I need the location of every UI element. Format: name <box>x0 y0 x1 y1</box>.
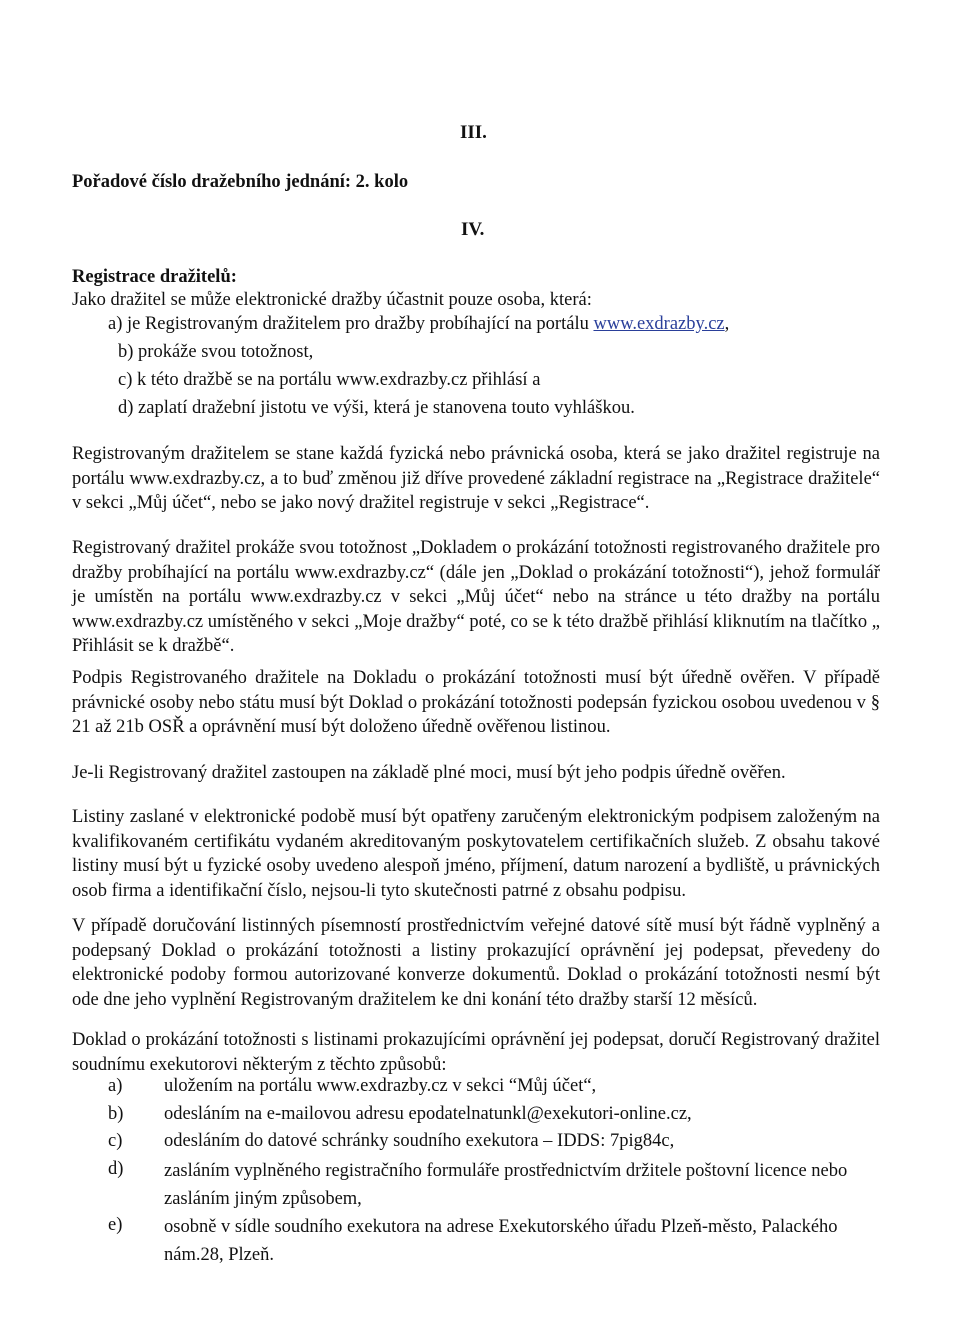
list-text: osobně v sídle soudního exekutora na adrese Exekutorského úřadu Plzeň-město, Palackého nám.28, Plzeň. <box>164 1217 838 1265</box>
list-marker: b) <box>108 1104 124 1124</box>
exdrazby-link[interactable]: www.exdrazby.cz <box>593 314 725 334</box>
condition-a-text: a) je Registrovaným dražitelem pro dražby probíhající na portálu <box>108 314 594 334</box>
condition-b: b) prokáže svou totožnost, <box>118 342 314 362</box>
list-marker: d) <box>108 1159 124 1179</box>
list-text: zasláním vyplněného registračního formuláře prostřednictvím držitele poštovní licence nebo zasláním jiným způsobem, <box>164 1161 848 1209</box>
paragraph-identity-proof: Registrovaný dražitel prokáže svou totožnost „Dokladem o prokázání totožnosti registrovaného dražitele pro dražby probíhající na portálu www.exdrazby.cz“ (dále jen „Doklad o prokázání totožnosti“), jehož formulář je umístěn na portálu www.exdrazby.cz v sekci „Můj účet“ nebo na stránce u této dražby na portálu www.exdrazby.cz umístěného v sekci „Moje dražby“ poté, co se k této dražbě přihlásí kliknutím na tlačítko „ Přihlásit se k dražbě“. <box>72 538 880 656</box>
section-iv-heading: IV. <box>461 219 485 240</box>
list-marker: e) <box>108 1215 123 1235</box>
list-text: odesláním do datové schránky soudního exekutora – IDDS: 7pig84c, <box>164 1131 675 1151</box>
condition-d: d) zaplatí dražební jistotu ve výši, která je stanovena touto vyhláškou. <box>118 398 635 418</box>
condition-c: c) k této dražbě se na portálu www.exdrazby.cz přihlásí a <box>118 370 541 390</box>
paragraph-data-network: V případě doručování listinných písemností prostřednictvím veřejné datové sítě musí být řádně vyplněný a podepsaný Doklad o prokázání totožnosti a listiny prokazující oprávnění jej podepsat, převedeny do elektronické podoby formou autorizované konverze dokumentů. Doklad o prokázání totožnosti nesmí být ode dne jeho vyplnění Registrovaným dražitelem ke dni konání této dražby starší 12 měsíců. <box>72 916 880 1010</box>
paragraph-delivery-intro: Doklad o prokázání totožnosti s listinami prokazujícími oprávnění jej podepsat, doručí Registrovaný dražitel soudnímu exekutorovi některým z těchto způsobů: <box>72 1030 880 1075</box>
paragraph-registered-bidder: Registrovaným dražitelem se stane každá fyzická nebo právnická osoba, která se jako dražitel registruje na portálu www.exdrazby.cz, a to buď změnou již dříve provedené základní registrace na „Registrace dražitele“ v sekci „Můj účet“, nebo se jako nový dražitel registruje v sekci „Registrace“. <box>72 444 880 513</box>
paragraph-electronic-documents: Listiny zaslané v elektronické podobě musí být opatřeny zaručeným elektronickým podpisem založeným na kvalifikovaném certifikátu vydaném akreditovaným poskytovatelem certifikačních služeb. Z obsahu takové listiny musí být u fyzické osoby uvedeno alespoň jméno, příjmení, datum narození a bydliště, u právnických osob firma a identifikační číslo, nejsou-li tyto skutečnosti patrné z obsahu podpisu. <box>72 807 880 901</box>
condition-a-suffix: , <box>724 314 730 334</box>
list-text: odesláním na e-mailovou adresu epodatelnatunkl@exekutori-online.cz, <box>164 1104 692 1124</box>
condition-a <box>108 312 729 337</box>
paragraph-signature-verification: Podpis Registrovaného dražitele na Dokladu o prokázání totožnosti musí být úředně ověřen. V případě právnické osoby nebo státu musí být Doklad o prokázání totožnosti podepsán fyzickou osobou uvedenou v § 21 až 21b OSŘ a oprávnění musí být doloženo úředně ověřenou listinou. <box>72 668 880 737</box>
list-text: uložením na portálu www.exdrazby.cz v sekci “Můj účet“, <box>164 1076 597 1096</box>
paragraph-power-of-attorney: Je-li Registrovaný dražitel zastoupen na základě plné moci, musí být jeho podpis úředně ověřen. <box>72 763 786 783</box>
auction-number-line: Pořadové číslo dražebního jednání: 2. kolo <box>72 172 409 192</box>
list-marker: c) <box>108 1131 123 1151</box>
list-marker: a) <box>108 1076 123 1096</box>
section-iii-heading: III. <box>460 122 487 143</box>
registration-intro: Jako dražitel se může elektronické dražby účastnit pouze osoba, která: <box>72 290 592 310</box>
registration-heading: Registrace dražitelů: <box>72 267 237 287</box>
